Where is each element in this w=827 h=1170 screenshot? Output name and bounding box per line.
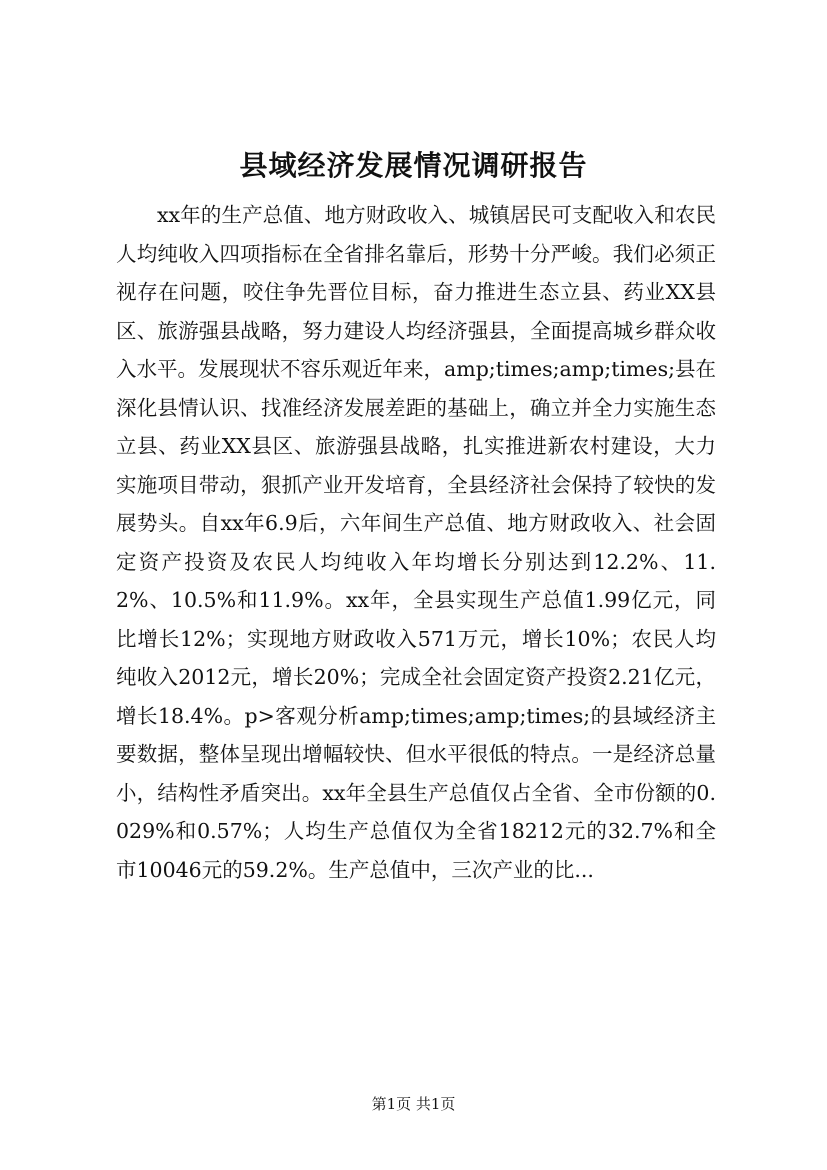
document-title: 县域经济发展情况调研报告 [239,149,588,182]
document-body: xx年的生产总值、地方财政收入、城镇居民可支配收入和农民人均纯收入四项指标在全省排名靠后，形势十分严峻。我们必须正视存在问题，咬住争先晋位目标，奋力推进生态立县、药业XX县区、旅游强县战略，努力建设人均经济强县，全面提高城乡群众收入水平。发展现状不容乐观近年来，amp;times;amp;times;县在深化县情认识、找准经济发展差距的基础上，确立并全力实施生态立县、药业XX县区、旅游强县战略，扎实推进新农村建设，大力实施项目带动，狠抓产业开发培育，全县经济社会保持了较快的发展势头。自xx年6.9后，六年间生产总值、地方财政收入、社会固定资产投资及农民人均纯收入年均增长分别达到12.2%、11.2%、10.5%和11.9%。xx年，全县实现生产总值1.99亿元，同比增长12%；实现地方财政收入571万元，增长10%；农民人均纯收入2012元，增长20%；完成全社会固定资产投资2.21亿元，增长18.4%。p>客观分析amp;times;amp;times;的县域经济主要数据，整体呈现出增幅较快、但水平很低的特点。一是经济总量小，结构性矛盾突出。xx年全县生产总值仅占全省、全市份额的0.029%和0.57%；人均生产总值仅为全省18212元的32.7%和全市10046元的59.2%。生产总值中，三次产业的比... [116,203,716,882]
page-footer: 第1页 共1页 [371,1095,456,1113]
